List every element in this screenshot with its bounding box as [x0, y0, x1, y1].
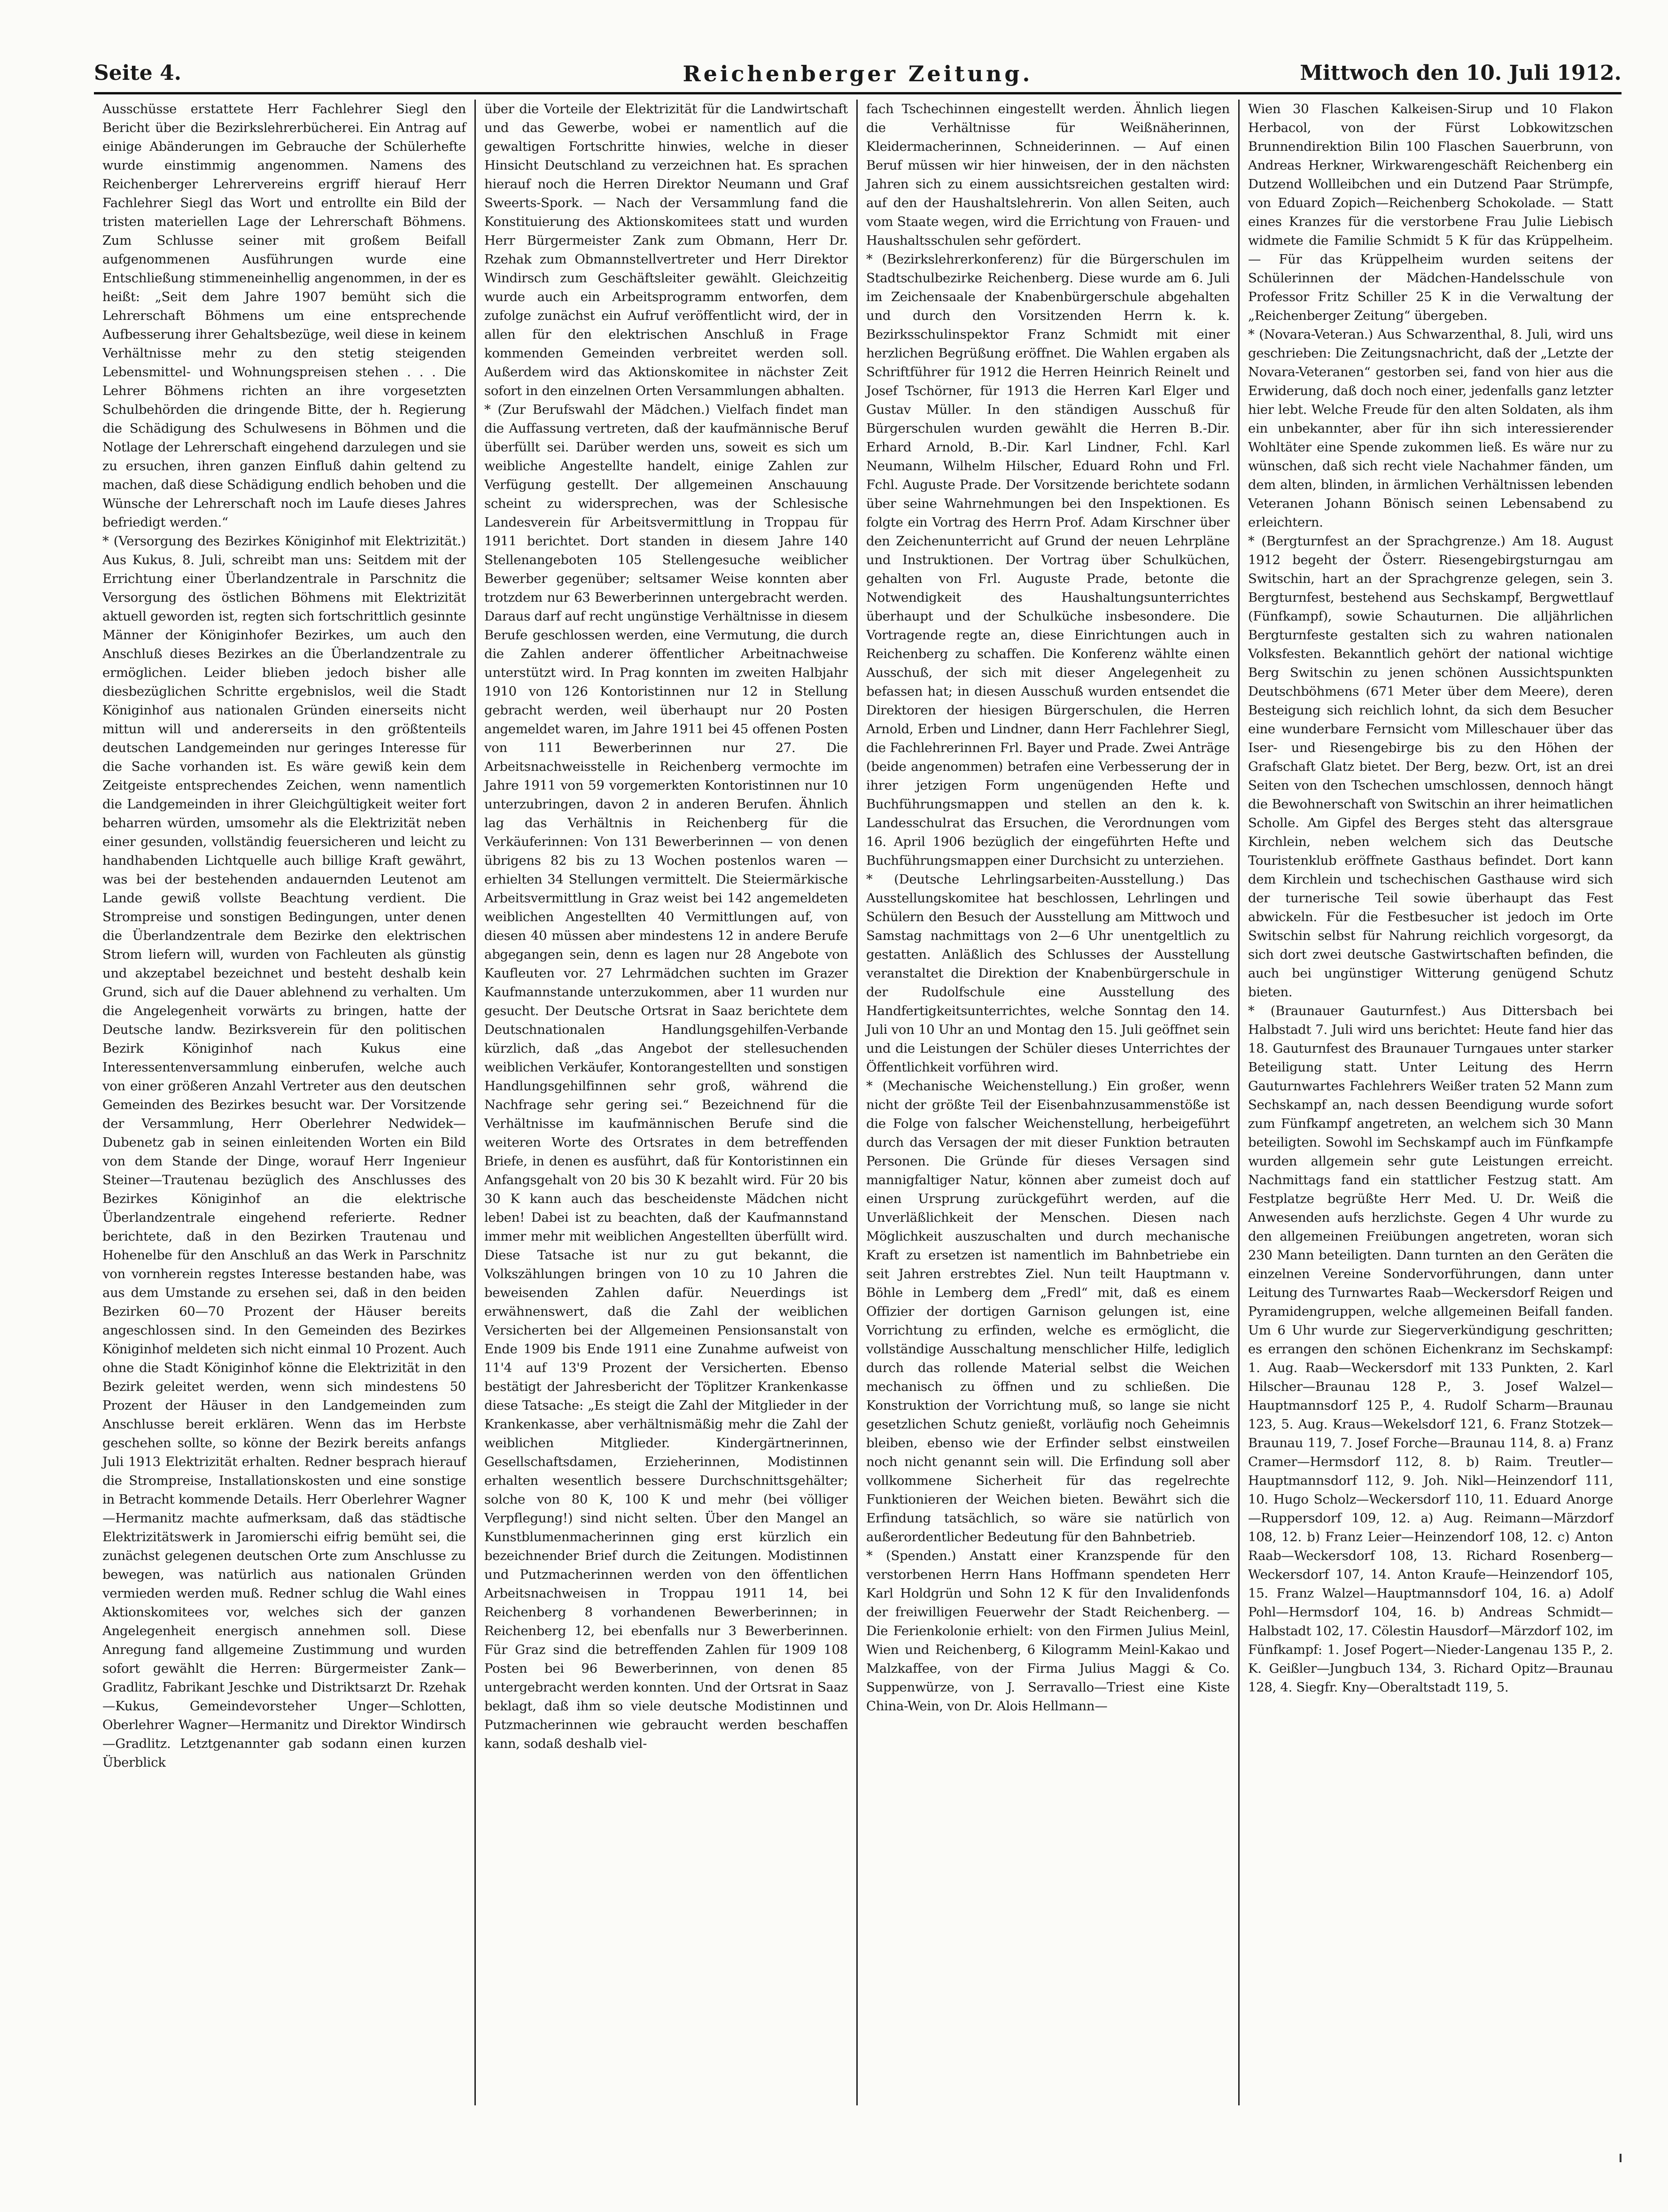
- page-number: Seite 4.: [94, 61, 182, 85]
- article-paragraph: * (Novara-Veteran.) Aus Schwarzenthal, 8. Juli, wird uns geschrieben: Die Zeitungsnachricht, daß der „Letzte der Novara-Veteranen“ gestorben sei, fand von hier aus die Erwiderung, daß doch noch einer, jedenfalls ganz letzter hier lebt. Welche Freude für den alten Soldaten, als ihm ein unbekannter, aber für ihn sich interessierender Wohltäter eine Spende zukommen ließ. Es wäre nur zu wünschen, daß sich recht viele Nachahmer fänden, um dem alten, blinden, in ärmlichen Verhältnissen lebenden Veteranen Johann Bönisch seinen Lebensabend zu erleichtern.: [1248, 327, 1613, 530]
- column-2: [476, 100, 858, 2105]
- column-4: [1240, 100, 1621, 2105]
- article-paragraph: * (Bergturnfest an der Sprachgrenze.) Am 18. August 1912 begeht der Österr. Riesengebirgsturngau am Switschin, hart an der Sprachgrenze gelegen, sein 3. Bergturnfest, bestehend aus Sechskampf, Bergwettlauf (Fünfkampf), sowie Schauturnen. Die alljährlichen Bergturnfeste gestalten sich zu wahren nationalen Volksfesten. Bekanntlich gehört der national wichtige Berg Switschin zu jenen schönen Aussichtspunkten Deutschböhmens (671 Meter über dem Meere), deren Besteigung sich reichlich lohnt, da sich dem Besucher eine wunderbare Fernsicht vom Milleschauer über das Iser- und Riesengebirge bis zu den Höhen der Grafschaft Glatz bietet. Der Berg, bezw. Ort, ist an drei Seiten von den Tschechen umschlossen, dennoch hängt die Bewohnerschaft von Switschin an ihrer heimatlichen Scholle. Am Gipfel des Berges steht das altersgraue Kirchlein, neben welchem sich das Deutsche Touristenklub eröffnete Gasthaus befindet. Dort kann dem Kirchlein und tschechischen Gasthause wird sich der turnerische Teil sowie überhaupt das Fest abwickeln. Für die Festbesucher ist jedoch im Orte Switschin selbst für Nahrung reichlich vorgesorgt, da sich dort zwei deutsche Gastwirtschaften befinden, die auch bei ungünstiger Witterung genügend Schutz bieten.: [1248, 534, 1613, 1000]
- article-paragraph: Wien 30 Flaschen Kalkeisen-Sirup und 10 Flakon Herbacol, von der Fürst Lobkowitzschen Brunnendirektion Bilin 100 Flaschen Sauerbrunn, von Andreas Herkner, Wirkwarengeschäft Reichenberg ein Dutzend Wollleibchen und ein Dutzend Paar Strümpfe, von Eduard Zopich—Reichenberg Schokolade. — Statt eines Kranzes für die verstorbene Frau Julie Liebisch widmete die Familie Schmidt 5 K für das Krüppelheim. — Für das Krüppelheim wurden seitens der Schülerinnen der Mädchen-Handelsschule von Professor Fritz Schiller 25 K in die Verwaltung der „Reichenberger Zeitung“ übergeben.: [1248, 101, 1613, 323]
- masthead: [94, 56, 1621, 94]
- article-paragraph: * (Spenden.) Anstatt einer Kranzspende für den verstorbenen Herrn Hans Hoffmann spendeten Herr Karl Holdgrün und Sohn 12 K für den Invalidenfonds der freiwilligen Feuerwehr der Stadt Reichenberg. — Die Ferienkolonie erhielt: von den Firmen Julius Meinl, Wien und Reichenberg, 6 Kilogramm Meinl-Kakao und Malzkaffee, von der Firma Julius Maggi & Co. Suppenwürze, von J. Serravallo—Triest eine Kiste China-Wein, von Dr. Alois Hellmann—: [866, 1548, 1230, 1714]
- newspaper-title: Reichenberger Zeitung.: [683, 61, 1033, 86]
- column-3: [858, 100, 1240, 2105]
- margin-mark: [1620, 2154, 1621, 2162]
- article-paragraph: * (Bezirkslehrerkonferenz) für die Bürgerschulen im Stadtschulbezirke Reichenberg. Diese wurde am 6. Juli im Zeichensaale der Knabenbürgerschule abgehalten und durch den Vorsitzenden Herrn k. k. Bezirksschulinspektor Franz Schmidt mit einer herzlichen Begrüßung eröffnet. Die Wahlen ergaben als Schriftführer für 1912 die Herren Heinrich Reinelt und Josef Tschörner, für 1913 die Herren Karl Elger und Gustav Müller. In den ständigen Ausschuß für Bürgerschulen wurden gewählt die Herren B.-Dir. Erhard Arnold, B.-Dir. Karl Lindner, Fchl. Karl Neumann, Wilhelm Hilscher, Eduard Rohn und Frl. Fchl. Auguste Prade. Der Vorsitzende berichtete sodann über seine Wahrnehmungen bei den Inspektionen. Es folgte ein Vortrag des Herrn Prof. Adam Kirschner über den Zeichenunterricht auf Grund der neuen Lehrpläne und Instruktionen. Der Vortrag über Schulküchen, gehalten von Frl. Auguste Prade, betonte die Notwendigkeit des Haushaltungsunterrichtes überhaupt und der Schulküche insbesondere. Die Vortragende regte an, diese Einrichtungen auch in Reichenberg zu schaffen. Die Konferenz wählte einen Ausschuß, der sich mit dieser Angelegenheit zu befassen hat; in diesen Ausschuß wurden entsendet die Direktoren der hiesigen Bürgerschulen, die Herren Arnold, Erben und Lindner, dann Herr Fachlehrer Siegl, die Fachlehrerinnen Frl. Bayer und Prade. Zwei Anträge (beide angenommen) betrafen eine Verbesserung der in ihrer jetzigen Form ungenügenden Hefte und Buchführungsmappen und stellen an den k. k. Landesschulrat das Ersuchen, die Verordnungen vom 16. April 1906 bezüglich der eingeführten Hefte und Buchführungsmappen einer Durchsicht zu unterziehen.: [866, 252, 1230, 868]
- article-columns: [94, 100, 1621, 2105]
- article-paragraph: über die Vorteile der Elektrizität für die Landwirtschaft und das Gewerbe, wobei er namentlich auf die gewaltigen Fortschritte hinwies, welche in dieser Hinsicht Deutschland zu verzeichnen hat. Es sprachen hierauf noch die Herren Direktor Neumann und Graf Sweerts-Spork. — Nach der Versammlung fand die Konstituierung des Aktionskomitees statt und wurden Herr Bürgermeister Zank zum Obmann, Herr Dr. Rzehak zum Obmannstellvertreter und Herr Direktor Windirsch zum Geschäftsleiter gewählt. Gleichzeitig wurde auch ein Arbeitsprogramm entworfen, dem zufolge zunächst ein Aufruf veröffentlicht wird, der in allen für den elektrischen Anschluß in Frage kommenden Gemeinden verbreitet werden soll. Außerdem wird das Aktionskomitee in nächster Zeit sofort in den einzelnen Orten Versammlungen abhalten.: [484, 101, 848, 398]
- article-paragraph: * (Braunauer Gauturnfest.) Aus Dittersbach bei Halbstadt 7. Juli wird uns berichtet: Heute fand hier das 18. Gauturnfest des Braunauer Turngaues unter starker Beteiligung statt. Unter Leitung des Herrn Gauturnwartes Fachlehrers Weißer traten 52 Mann zum Sechskampf an, nach dessen Beendigung wurde sofort zum Fünfkampf angetreten, an welchem sich 30 Mann beteiligten. Sowohl im Sechskampf auch im Fünfkampfe wurden allgemein sehr gute Leistungen erreicht. Nachmittags fand ein stattlicher Festzug statt. Am Festplatze begrüßte Herr Med. U. Dr. Weiß die Anwesenden aufs herzlichste. Gegen 4 Uhr wurde zu den allgemeinen Freiübungen angetreten, woran sich 230 Mann beteiligten. Dann turnten an den Geräten die einzelnen Vereine Sondervorführungen, dann unter Leitung des Turnwartes Raab—Weckersdorf Reigen und Pyramidengruppen, welche allgemeinen Beifall fanden. Um 6 Uhr wurde zur Siegerverkündigung geschritten; es errangen den schönen Eichenkranz im Sechskampf: 1. Aug. Raab—Weckersdorf mit 133 Punkten, 2. Karl Hilscher—Braunau 128 P., 3. Josef Walzel—Hauptmannsdorf 125 P., 4. Rudolf Scharm—Braunau 123, 5. Aug. Kraus—Wekelsdorf 121, 6. Franz Stotzek—Braunau 119, 7. Josef Forche—Braunau 114, 8. a) Franz Cramer—Hermsdorf 112, 8. b) Raim. Treutler—Hauptmannsdorf 112, 9. Joh. Nikl—Heinzendorf 111, 10. Hugo Scholz—Weckersdorf 110, 11. Eduard Anorge—Ruppersdorf 109, 12. a) Aug. Reimann—Märzdorf 108, 12. b) Franz Leier—Heinzendorf 108, 12. c) Anton Raab—Weckersdorf 108, 13. Richard Rosenberg—Weckersdorf 107, 14. Anton Kraufe—Heinzendorf 105, 15. Franz Walzel—Hauptmannsdorf 104, 16. a) Adolf Pohl—Hermsdorf 104, 16. b) Andreas Schmidt—Halbstadt 102, 17. Cölestin Hausdorf—Märzdorf 102, im Fünfkampf: 1. Josef Pogert—Nieder-Langenau 135 P., 2. K. Geißler—Jungbuch 134, 3. Richard Opitz—Braunau 128, 4. Siegfr. Kny—Oberaltstadt 119, 5.: [1248, 1003, 1613, 1695]
- header-rule: [94, 92, 1621, 94]
- article-paragraph: * (Deutsche Lehrlingsarbeiten-Ausstellung.) Das Ausstellungskomitee hat beschlossen, Lehrlingen und Schülern den Besuch der Ausstellung am Mittwoch und Samstag nachmittags von 2—6 Uhr unentgeltlich zu gestatten. Anläßlich des Schlusses der Ausstellung veranstaltet die Direktion der Knabenbürgerschule in der Rudolfschule eine Ausstellung des Handfertigkeitsunterrichtes, welche Sonntag den 14. Juli von 10 Uhr an und Montag den 15. Juli geöffnet sein und die Leistungen der Schüler dieses Unterrichtes der Öffentlichkeit vorführen wird.: [866, 872, 1230, 1075]
- article-paragraph: * (Mechanische Weichenstellung.) Ein großer, wenn nicht der größte Teil der Eisenbahnzusammenstöße ist die Folge von falscher Weichenstellung, herbeigeführt durch das Versagen der mit dieser Funktion betrauten Personen. Die Gründe für dieses Versagen sind mannigfaltiger Natur, können aber zumeist doch auf einen Ursprung zurückgeführt werden, auf die Unverläßlichkeit der Menschen. Diesen nach Möglichkeit auszuschalten und durch mechanische Kraft zu ersetzen ist namentlich im Bahnbetriebe ein seit Jahren erstrebtes Ziel. Nun teilt Hauptmann v. Böhle in Lemberg dem „Fredl“ mit, daß es einem Offizier der dortigen Garnison gelungen ist, eine Vorrichtung zu erfinden, welche es ermöglicht, die vollständige Ausschaltung menschlicher Hilfe, lediglich durch das rollende Material selbst die Weichen mechanisch zu öffnen und zu schließen. Die Konstruktion der Vorrichtung muß, so lange sie nicht gesetzlichen Schutz genießt, vorläufig noch Geheimnis bleiben, ebenso wie der Erfinder selbst einstweilen noch nicht genannt sein will. Die Erfindung soll aber vollkommene Sicherheit für das regelrechte Funktionieren der Weichen bieten. Bewährt sich die Erfindung tatsächlich, so wäre sie natürlich von außerordentlicher Bedeutung für den Bahnbetrieb.: [866, 1079, 1230, 1545]
- issue-date: Mittwoch den 10. Juli 1912.: [1300, 61, 1621, 85]
- article-paragraph: Ausschüsse erstattete Herr Fachlehrer Siegl den Bericht über die Bezirkslehrerbücherei. Ein Antrag auf einige Abänderungen im Gebrauche der Schülerhefte wurde einstimmig angenommen. Namens des Reichenberger Lehrervereins ergriff hierauf Herr Fachlehrer Siegl das Wort und entrollte ein Bild der tristen materiellen Lage der Lehrerschaft Böhmens. Zum Schlusse seiner mit großem Beifall aufgenommenen Ausführungen wurde eine Entschließung stimmeneinhellig angenommen, in der es heißt: „Seit dem Jahre 1907 bemüht sich die Lehrerschaft Böhmens um eine entsprechende Aufbesserung ihrer Gehaltsbezüge, weil diese in keinem Verhältnisse mehr zu den stetig steigenden Lebensmittel- und Wohnungspreisen stehen . . . Die Lehrer Böhmens richten an ihre vorgesetzten Schulbehörden die dringende Bitte, der h. Regierung die Schädigung des Schulwesens in Böhmen und die Notlage der Lehrerschaft eingehend darzulegen und sie zu ersuchen, ihren ganzen Einfluß dahin geltend zu machen, daß diese Schädigung endlich behoben und die Wünsche der Lehrerschaft noch im Laufe dieses Jahres befriedigt werden.“: [102, 101, 466, 530]
- column-1: [94, 100, 476, 2105]
- article-paragraph: fach Tschechinnen eingestellt werden. Ähnlich liegen die Verhältnisse für Weißnäherinnen, Kleidermacherinnen, Schneiderinnen. — Auf einen Beruf müssen wir hier hinweisen, der in den nächsten Jahren sich zu einem aussichtsreichen gestalten wird: auf den der Haushaltslehrerin. Von allen Seiten, auch vom Staate wegen, wird die Errichtung von Frauen- und Haushaltsschulen sehr gefördert.: [866, 101, 1230, 248]
- article-paragraph: * (Zur Berufswahl der Mädchen.) Vielfach findet man die Auffassung vertreten, daß der kaufmännische Beruf überfüllt sei. Darüber werden uns, soweit es sich um weibliche Angestellte handelt, einige Zahlen zur Verfügung gestellt. Der allgemeinen Anschauung scheint zu widersprechen, was der Schlesische Landesverein für Arbeitsvermittlung in Troppau für 1911 berichtet. Dort standen in diesem Jahre 140 Stellenangeboten 105 Stellengesuche weiblicher Bewerber gegenüber; seltsamer Weise konnten aber trotzdem nur 63 Bewerberinnen untergebracht werden. Daraus darf auf recht ungünstige Verhältnisse in diesem Berufe geschlossen werden, eine Vermutung, die durch die Zahlen anderer öffentlicher Arbeitnachweise unterstützt wird. In Prag konnten im zweiten Halbjahr 1910 von 126 Kontoristinnen nur 12 in Stellung gebracht werden, weil überhaupt nur 20 Posten angemeldet waren, im Jahre 1911 bei 45 offenen Posten von 111 Bewerberinnen nur 27. Die Arbeitsnachweisstelle in Reichenberg vermochte im Jahre 1911 von 59 vorgemerkten Kontoristinnen nur 10 unterzubringen, davon 2 in anderen Berufen. Ähnlich lag das Verhältnis in Reichenberg für die Verkäuferinnen: Von 131 Bewerberinnen — von denen übrigens 82 bis zu 13 Wochen postenlos waren — erhielten 34 Stellungen vermittelt. Die Steiermärkische Arbeitsvermittlung in Graz weist bei 142 angemeldeten weiblichen Angestellten 40 Vermittlungen auf, von diesen 40 müssen aber mindestens 12 in andere Berufe abgegangen sein, denn es lagen nur 28 Angebote von Kaufleuten vor. 27 Lehrmädchen suchten im Grazer Kaufmannstande unterzukommen, aber 11 wurden nur gesucht. Der Deutsche Ortsrat in Saaz berichtete dem Deutschnationalen Handlungsgehilfen-Verbande kürzlich, daß „das Angebot der stellesuchenden weiblichen Verkäufer, Kontorangestellten und sonstigen Handlungsgehilfinnen sehr groß, während die Nachfrage sehr gering sei.“ Bezeichnend für die Verhältnisse im kaufmännischen Berufe sind die weiteren Worte des Ortsrates in dem betreffenden Briefe, in denen es ausführt, daß für Kontoristinnen ein Anfangsgehalt von 20 bis 30 K bezahlt wird. Für 20 bis 30 K kann auch das bescheidenste Mädchen nicht leben! Dabei ist zu beachten, daß der Kaufmannstand immer mehr mit weiblichen Angestellten überfüllt wird. Diese Tatsache ist nur zu gut bekannt, die Volkszählungen bringen von 10 zu 10 Jahren die beweisenden Zahlen dafür. Neuerdings ist erwähnenswert, daß die Zahl der weiblichen Versicherten bei der Allgemeinen Pensionsanstalt von Ende 1909 bis Ende 1911 eine Zunahme aufweist von 11'4 auf 13'9 Prozent der Versicherten. Ebenso bestätigt der Jahresbericht der Töplitzer Krankenkasse diese Tatsache: „Es steigt die Zahl der Mitglieder in der Krankenkasse, aber verhältnismäßig mehr die Zahl der weiblichen Mitglieder. Kindergärtnerinnen, Gesellschaftsdamen, Erzieherinnen, Modistinnen erhalten wesentlich bessere Durchschnittsgehälter; solche von 80 K, 100 K und mehr (bei völliger Verpflegung!) sind nicht selten. Über den Mangel an Kunstblumenmacherinnen ging erst kürzlich ein bezeichnender Brief durch die Zeitungen. Modistinnen und Putzmacherinnen werden von den öffentlichen Arbeitsnachweisen in Troppau 1911 14, bei Reichenberg 8 vorhandenen Bewerberinnen; in Reichenberg 12, bei ebenfalls nur 3 Bewerberinnen. Für Graz sind die betreffenden Zahlen für 1909 108 Posten bei 96 Bewerberinnen, von denen 85 untergebracht werden konnten. Und der Ortsrat in Saaz beklagt, daß ihm so viele deutsche Modistinnen und Putzmacherinnen wie gebraucht werden beschaffen kann, sodaß deshalb viel-: [484, 402, 848, 1751]
- article-paragraph: * (Versorgung des Bezirkes Königinhof mit Elektrizität.) Aus Kukus, 8. Juli, schreibt man uns: Seitdem mit der Errichtung einer Überlandzentrale in Parschnitz die Versorgung des östlichen Böhmens mit Elektrizität aktuell geworden ist, regten sich fortschrittlich gesinnte Männer der Königinhofer Bezirkes, um auch den Anschluß dieses Bezirkes an die Überlandzentrale zu ermöglichen. Leider blieben jedoch bisher alle diesbezüglichen Schritte ergebnislos, weil die Stadt Königinhof aus nationalen Gründen einerseits nicht mittun will und andererseits in den größtenteils deutschen Landgemeinden nur geringes Interesse für die Sache vorhanden ist. Es wäre gewiß kein dem Zeitgeiste entsprechendes Zeichen, wenn namentlich die Landgemeinden in ihrer Gleichgültigkeit weiter fort beharren würden, umsomehr als die Elektrizität neben einer gesunden, vollständig feuersicheren und leicht zu handhabenden Lichtquelle auch billige Kraft gewährt, was bei der bestehenden andauernden Leutenot am Lande gewiß vollste Beachtung verdient. Die Strompreise und sonstigen Bedingungen, unter denen die Überlandzentrale dem Bezirke den elektrischen Strom liefern will, wurden von Fachleuten als günstig und akzeptabel bezeichnet und besteht deshalb kein Grund, sich auf die Dauer ablehnend zu verhalten. Um die Angelegenheit vorwärts zu bringen, hatte der Deutsche landw. Bezirksverein für den politischen Bezirk Königinhof nach Kukus eine Interessentenversammlung einberufen, welche auch von einer größeren Anzahl Vertreter aus den deutschen Gemeinden des Bezirkes besucht war. Der Vorsitzende der Versammlung, Herr Oberlehrer Nedwidek—Dubenetz gab in seinen einleitenden Worten ein Bild von dem Stande der Dinge, worauf Herr Ingenieur Steiner—Trautenau bezüglich des Anschlusses des Bezirkes Königinhof an die elektrische Überlandzentrale eingehend referierte. Redner berichtete, daß in den Bezirken Trautenau und Hohenelbe für den Anschluß an das Werk in Parschnitz von vornherein regstes Interesse bestanden habe, was aus dem Umstande zu ersehen sei, daß in den beiden Bezirken 60—70 Prozent der Häuser bereits angeschlossen sind. In den Gemeinden des Bezirkes Königinhof meldeten sich nicht einmal 10 Prozent. Auch ohne die Stadt Königinhof könne die Elektrizität in den Bezirk geleitet werden, wenn sich mindestens 50 Prozent der Häuser in den Landgemeinden zum Anschlusse bereit erklären. Wenn das im Herbste geschehen sollte, so könne der Bezirk bereits anfangs Juli 1913 Elektrizität erhalten. Redner besprach hierauf die Strompreise, Installationskosten und eine sonstige in Betracht kommende Details. Herr Oberlehrer Wagner—Hermanitz machte aufmerksam, daß das städtische Elektrizitätswerk in Jaromierschi eifrig bemüht sei, die zunächst gelegenen deutschen Orte zum Anschlusse zu bewegen, was natürlich aus nationalen Gründen vermieden werden muß. Redner schlug die Wahl eines Aktionskomitees vor, welches sich der ganzen Angelegenheit energisch annehmen soll. Diese Anregung fand allgemeine Zustimmung und wurden sofort gewählt die Herren: Bürgermeister Zank—Gradlitz, Fabrikant Jeschke und Distriktsarzt Dr. Rzehak—Kukus, Gemeindevorsteher Unger—Schlotten, Oberlehrer Wagner—Hermanitz und Direktor Windirsch—Gradlitz. Letztgenannter gab sodann einen kurzen Überblick: [102, 534, 466, 1770]
